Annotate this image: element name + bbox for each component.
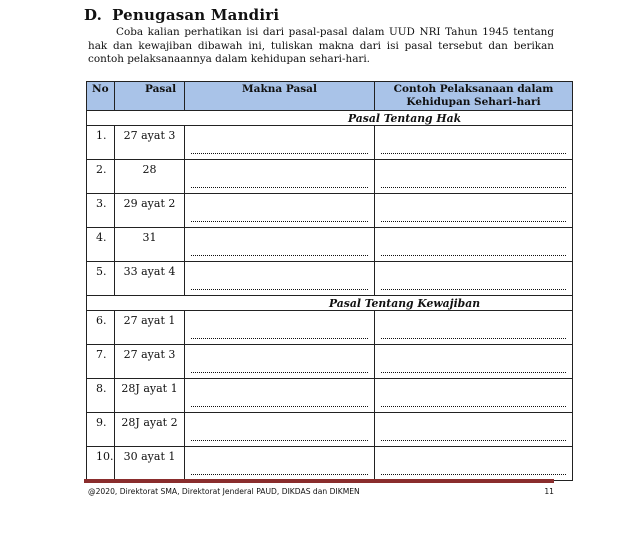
row-number: 8. [87, 379, 115, 413]
table-row [87, 311, 573, 345]
row-number: 1. [87, 126, 115, 160]
makna-answer-field[interactable] [185, 447, 375, 481]
row-number: 3. [87, 194, 115, 228]
dotted-answer-line [191, 255, 368, 256]
dotted-answer-line [191, 338, 368, 339]
table-row [87, 345, 573, 379]
dotted-answer-line [381, 289, 566, 290]
section-title: Penugasan Mandiri [112, 6, 280, 24]
table-row [87, 379, 573, 413]
dotted-answer-line [381, 474, 566, 475]
dotted-answer-line [381, 440, 566, 441]
table-row [87, 160, 573, 194]
row-pasal: 28J ayat 2 [115, 413, 185, 447]
header-contoh: Contoh Pelaksanaan dalam Kehidupan Sehari-hari [375, 82, 573, 111]
assignment-table [86, 81, 573, 481]
header-no: No [87, 82, 115, 111]
instructions-paragraph: Coba kalian perhatikan isi dari pasal-pasal dalam UUD NRI Tahun 1945 tentang hak dan kewajiban dibawah ini, tuliskan makna dari isi pasal tersebut dan berikan contoh pelaksanaannya dalam kehidupan sehari-hari. [88, 26, 554, 65]
row-number: 4. [87, 228, 115, 262]
row-pasal: 33 ayat 4 [115, 262, 185, 296]
row-pasal: 27 ayat 1 [115, 311, 185, 345]
row-pasal: 27 ayat 3 [115, 345, 185, 379]
dotted-answer-line [381, 372, 566, 373]
dotted-answer-line [381, 338, 566, 339]
dotted-answer-line [191, 474, 368, 475]
table-row [87, 262, 573, 296]
row-number: 7. [87, 345, 115, 379]
row-pasal: 30 ayat 1 [115, 447, 185, 481]
contoh-answer-field[interactable] [375, 379, 573, 413]
row-pasal: 29 ayat 2 [115, 194, 185, 228]
page-number: 11 [544, 487, 554, 496]
table-row [87, 126, 573, 160]
row-pasal: 31 [115, 228, 185, 262]
header-makna: Makna Pasal [185, 82, 375, 111]
table-body [87, 111, 573, 481]
contoh-answer-field[interactable] [375, 228, 573, 262]
contoh-answer-field[interactable] [375, 126, 573, 160]
dotted-answer-line [381, 255, 566, 256]
table-row [87, 447, 573, 481]
footer-divider [84, 479, 554, 483]
makna-answer-field[interactable] [185, 228, 375, 262]
makna-answer-field[interactable] [185, 413, 375, 447]
footer-copyright: @2020, Direktorat SMA, Direktorat Jenderal PAUD, DIKDAS dan DIKMEN [88, 487, 360, 496]
dotted-answer-line [191, 372, 368, 373]
dotted-answer-line [191, 153, 368, 154]
contoh-answer-field[interactable] [375, 413, 573, 447]
row-pasal: 27 ayat 3 [115, 126, 185, 160]
makna-answer-field[interactable] [185, 160, 375, 194]
row-number: 9. [87, 413, 115, 447]
table-row [87, 413, 573, 447]
contoh-answer-field[interactable] [375, 447, 573, 481]
row-number: 2. [87, 160, 115, 194]
footer [88, 487, 554, 496]
dotted-answer-line [381, 187, 566, 188]
row-number: 5. [87, 262, 115, 296]
row-pasal: 28 [115, 160, 185, 194]
makna-answer-field[interactable] [185, 262, 375, 296]
contoh-answer-field[interactable] [375, 311, 573, 345]
table-header-row [87, 82, 573, 111]
makna-answer-field[interactable] [185, 126, 375, 160]
makna-answer-field[interactable] [185, 345, 375, 379]
makna-answer-field[interactable] [185, 311, 375, 345]
makna-answer-field[interactable] [185, 379, 375, 413]
row-number: 10. [87, 447, 115, 481]
contoh-answer-field[interactable] [375, 262, 573, 296]
makna-answer-field[interactable] [185, 194, 375, 228]
contoh-answer-field[interactable] [375, 345, 573, 379]
dotted-answer-line [381, 153, 566, 154]
dotted-answer-line [191, 221, 368, 222]
table-row [87, 194, 573, 228]
contoh-answer-field[interactable] [375, 160, 573, 194]
dotted-answer-line [191, 289, 368, 290]
dotted-answer-line [191, 406, 368, 407]
section-title-cell: Pasal Tentang Hak [87, 111, 573, 126]
table-row [87, 228, 573, 262]
section-heading [84, 6, 279, 24]
contoh-answer-field[interactable] [375, 194, 573, 228]
row-number: 6. [87, 311, 115, 345]
section-letter: D. [84, 6, 103, 24]
section-row [87, 296, 573, 311]
row-pasal: 28J ayat 1 [115, 379, 185, 413]
section-title-cell: Pasal Tentang Kewajiban [87, 296, 573, 311]
dotted-answer-line [191, 187, 368, 188]
dotted-answer-line [381, 406, 566, 407]
header-pasal: Pasal [115, 82, 185, 111]
dotted-answer-line [191, 440, 368, 441]
section-row [87, 111, 573, 126]
dotted-answer-line [381, 221, 566, 222]
